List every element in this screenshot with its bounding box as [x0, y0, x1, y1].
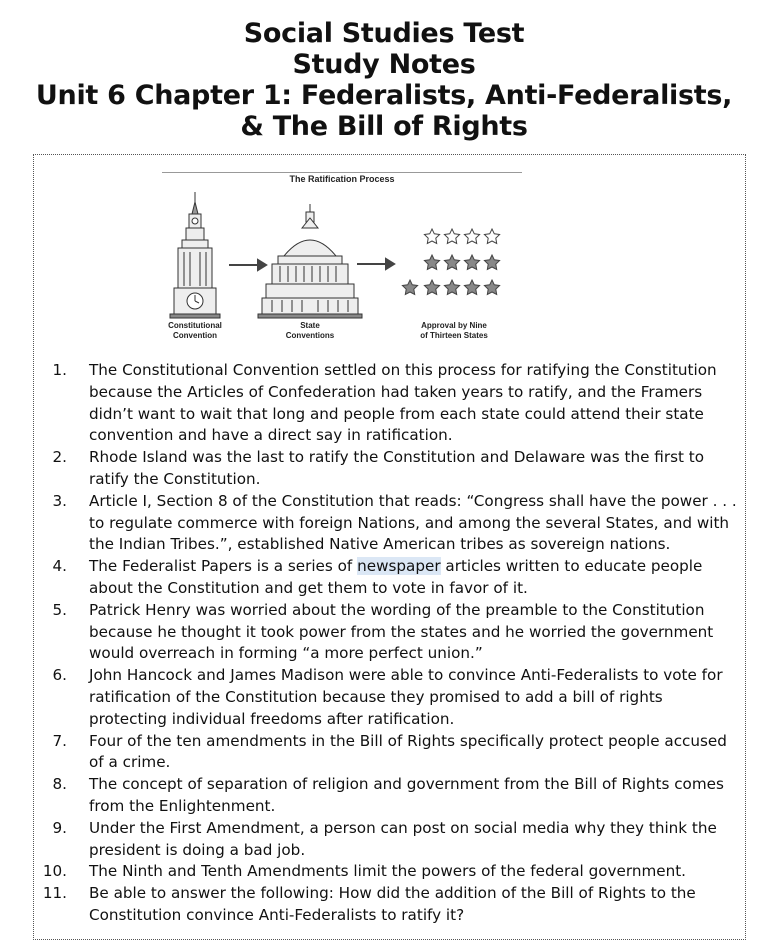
list-item: 4. The Federalist Papers is a series of newspaper articles written to educate people about the Constitution and get them to vote in favor of it. [52, 557, 703, 597]
list-item: 8. The concept of separation of religion and government from the Bill of Rights comes from the Enlightenment. [52, 775, 724, 815]
label-state-conventions: State Conventions [285, 321, 335, 340]
arrow-1-icon [229, 260, 266, 270]
list-item: 10. The Ninth and Tenth Amendments limit the powers of the federal government. [42, 862, 686, 881]
list-item: 5. Patrick Henry was worried about the wording of the preamble to the Constitution because he thought it took power from the states and he worried the government would overreach in forming “a more perfect union.” [52, 600, 714, 663]
highlighted-word[interactable]: newspaper [357, 557, 441, 576]
thirteen-stars-icon [402, 229, 499, 295]
arrow-2-icon [357, 259, 394, 269]
outlined-stars [424, 229, 499, 244]
figure-title: The Ratification Process [289, 174, 395, 184]
list-item: 2. Rhode Island was the last to ratify the Constitution and Delaware was the first to ratify the Constitution. [52, 448, 705, 488]
label-constitutional-convention: Constitutional Convention [168, 321, 222, 340]
title-line-3: Unit 6 Chapter 1: Federalists, Anti-Federalists, [35, 80, 733, 111]
list-item: 11. Be able to answer the following: How did the addition of the Bill of Rights to the Constitution convince Anti-Federalists to ratify it? [42, 884, 696, 924]
label-approval-by-nine: Approval by Nine of Thirteen States [420, 321, 488, 340]
capitol-dome-icon [258, 204, 362, 318]
ratification-process-figure [162, 170, 522, 348]
list-item: 6. John Hancock and James Madison were able to convince Anti-Federalists to vote for ratification of the Constitution because they promised to add a bill of rights protecting individual freedoms after ratification. [52, 666, 723, 728]
list-item: 7. Four of the ten amendments in the Bill of Rights specifically protect people accused of a crime. [52, 731, 727, 772]
list-item: 3. Article I, Section 8 of the Constitution that reads: “Congress shall have the power . . . to regulate commerce with foreign Nations, and among the several States, and with the Indian Tribes.”, established Native American tribes as sovereign nations. [52, 491, 737, 554]
list-item: 9. Under the First Amendment, a person can post on social media why they think the president is doing a bad job. [52, 818, 717, 859]
page-title [0, 18, 768, 142]
list-item: 1. The Constitutional Convention settled on this process for ratifying the Constitution because the Articles of Confederation had taken years to ratify, and the Framers didn’t want to wait that long and people from each state could attend their state convention and have a direct say in ratification. [52, 361, 717, 445]
independence-hall-icon [170, 192, 220, 318]
title-line-4: & The Bill of Rights [240, 111, 528, 142]
study-notes-list [40, 360, 740, 927]
title-line-1: Social Studies Test [243, 18, 525, 49]
filled-stars [402, 255, 499, 295]
title-line-2: Study Notes [292, 49, 476, 80]
